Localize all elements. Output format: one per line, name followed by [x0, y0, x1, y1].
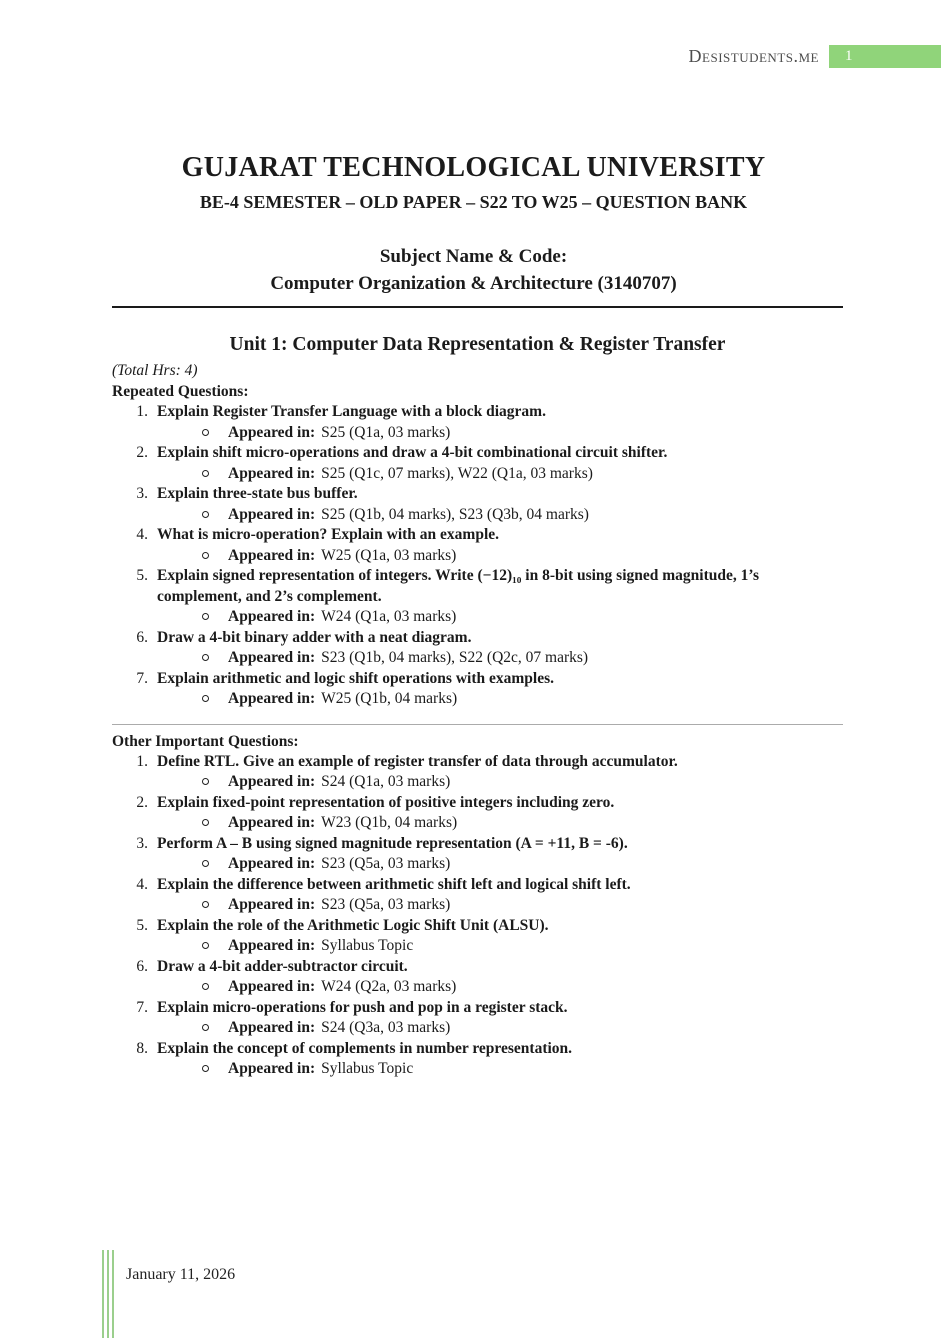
appeared-label: Appeared in:: [228, 1060, 316, 1077]
appeared-line: [202, 772, 843, 793]
appeared-line: [202, 689, 843, 710]
appeared-value: Syllabus Topic: [321, 937, 414, 954]
question-item: [112, 402, 843, 443]
appeared-value: S23 (Q5a, 03 marks): [321, 896, 451, 913]
appeared-line: [202, 464, 843, 485]
document-body: [0, 306, 947, 1080]
circle-bullet-icon: [202, 901, 209, 908]
question-number: 1.: [136, 752, 148, 770]
footer-bars-decoration: [102, 1250, 114, 1338]
question-number: 7.: [136, 669, 148, 687]
appeared-line: [202, 854, 843, 875]
question-number: 2.: [136, 793, 148, 811]
appeared-value: S25 (Q1b, 04 marks), S23 (Q3b, 04 marks): [321, 505, 589, 523]
appeared-label: Appeared in:: [228, 855, 316, 872]
question-item: [112, 566, 843, 628]
question-item: [112, 957, 843, 998]
green-bar: [107, 1250, 109, 1338]
page-header: [0, 0, 947, 68]
question-item: [112, 1039, 843, 1080]
university-title: GUJARAT TECHNOLOGICAL UNIVERSITY: [181, 152, 766, 183]
appeared-line: [202, 895, 843, 916]
question-number: 7.: [136, 998, 148, 1016]
circle-bullet-icon: [202, 860, 209, 867]
question-item: [112, 875, 843, 916]
section-divider: [112, 724, 843, 725]
appeared-value: S25 (Q1a, 03 marks): [321, 423, 451, 441]
footer-date: January 11, 2026: [126, 1266, 236, 1283]
circle-bullet-icon: [202, 1065, 209, 1072]
subject-label: Subject Name & Code:: [379, 246, 568, 267]
unit-title: Unit 1: Computer Data Representation & Register Transfer: [229, 334, 726, 355]
question-text: Define RTL. Give an example of register transfer of data through accumulator.: [157, 752, 678, 770]
section-heading-other: Other Important Questions:: [112, 732, 299, 750]
appeared-label: Appeared in:: [228, 608, 316, 625]
repeated-questions-list: [112, 402, 843, 710]
page-number-badge: 1: [829, 45, 941, 68]
appeared-label: Appeared in:: [228, 464, 316, 482]
question-text: Explain shift micro-operations and draw a 4-bit combinational circuit shifter.: [157, 444, 668, 461]
question-text: What is micro-operation? Explain with an example.: [157, 526, 500, 543]
question-item: [112, 998, 843, 1039]
appeared-line: [202, 423, 843, 444]
question-text: Explain arithmetic and logic shift operations with examples.: [157, 669, 554, 687]
appeared-line: [202, 607, 843, 628]
question-item: [112, 752, 843, 793]
appeared-line: [202, 1018, 843, 1039]
circle-bullet-icon: [202, 654, 209, 661]
appeared-line: [202, 505, 843, 526]
appeared-value: Syllabus Topic: [321, 1060, 414, 1077]
question-item: [112, 525, 843, 566]
question-text: Perform A – B using signed magnitude representation (A = +11, B = -6).: [157, 834, 628, 852]
appeared-label: Appeared in:: [228, 690, 316, 707]
header-rule: [112, 306, 843, 308]
question-number: 6.: [136, 957, 148, 975]
circle-bullet-icon: [202, 942, 209, 949]
appeared-label: Appeared in:: [228, 896, 316, 913]
question-number: 5.: [136, 916, 148, 934]
appeared-label: Appeared in:: [228, 773, 316, 790]
appeared-value: S25 (Q1c, 07 marks), W22 (Q1a, 03 marks): [321, 464, 593, 482]
appeared-value: S23 (Q1b, 04 marks), S22 (Q2c, 07 marks): [321, 649, 589, 666]
appeared-label: Appeared in:: [228, 1019, 316, 1036]
circle-bullet-icon: [202, 1024, 209, 1031]
question-number: 2.: [136, 444, 148, 461]
circle-bullet-icon: [202, 983, 209, 990]
green-bar: [112, 1250, 114, 1338]
question-text: Explain micro-operations for push and pop in a register stack.: [157, 998, 568, 1016]
appeared-value: W23 (Q1b, 04 marks): [321, 814, 458, 831]
appeared-label: Appeared in:: [228, 978, 316, 995]
subject-name: Computer Organization & Architecture (3140707): [270, 273, 677, 294]
question-text: Explain fixed-point representation of positive integers including zero.: [157, 793, 615, 811]
appeared-label: Appeared in:: [228, 649, 316, 666]
question-number: 5.: [136, 567, 148, 584]
appeared-line: [202, 813, 843, 834]
appeared-line: [202, 648, 843, 669]
appeared-label: Appeared in:: [228, 546, 316, 564]
question-text: Draw a 4-bit adder-subtractor circuit.: [157, 957, 408, 975]
appeared-line: [202, 546, 843, 567]
question-number: 6.: [136, 628, 148, 646]
circle-bullet-icon: [202, 695, 209, 702]
green-bar: [102, 1250, 104, 1338]
appeared-label: Appeared in:: [228, 814, 316, 831]
circle-bullet-icon: [202, 429, 209, 436]
appeared-line: [202, 936, 843, 957]
question-item: [112, 484, 843, 525]
question-text: Explain signed representation of integers. Write (−12)₁₀ in 8-bit using signed magnitude, 1’s complement, and 2’s complement.: [157, 567, 760, 605]
question-text: Explain three-state bus buffer.: [157, 485, 358, 502]
question-item: [112, 916, 843, 957]
question-text: Explain the difference between arithmetic shift left and logical shift left.: [157, 875, 631, 893]
total-hours: (Total Hrs: 4): [112, 362, 198, 379]
question-text: Draw a 4-bit binary adder with a neat diagram.: [157, 628, 472, 646]
question-number: 4.: [136, 526, 148, 543]
question-item: [112, 834, 843, 875]
question-text: Explain the concept of complements in number representation.: [157, 1039, 573, 1057]
question-item: [112, 669, 843, 710]
site-name: Desistudents.me: [688, 46, 819, 66]
circle-bullet-icon: [202, 470, 209, 477]
appeared-value: S24 (Q1a, 03 marks): [321, 773, 451, 790]
subject-block: [0, 243, 947, 297]
question-number: 4.: [136, 875, 148, 893]
appeared-value: S24 (Q3a, 03 marks): [321, 1019, 451, 1036]
question-number: 1.: [136, 403, 148, 420]
question-item: [112, 443, 843, 484]
section-heading-repeated: Repeated Questions:: [112, 383, 249, 400]
appeared-value: W24 (Q2a, 03 marks): [321, 978, 457, 995]
appeared-value: W25 (Q1b, 04 marks): [321, 690, 458, 707]
appeared-line: [202, 977, 843, 998]
question-number: 3.: [136, 485, 148, 502]
question-text: Explain Register Transfer Language with a block diagram.: [157, 403, 546, 420]
appeared-value: W25 (Q1a, 03 marks): [321, 546, 457, 564]
appeared-label: Appeared in:: [228, 505, 316, 523]
circle-bullet-icon: [202, 552, 209, 559]
question-number: 3.: [136, 834, 148, 852]
question-item: [112, 793, 843, 834]
appeared-label: Appeared in:: [228, 423, 316, 441]
circle-bullet-icon: [202, 819, 209, 826]
question-text: Explain the role of the Arithmetic Logic Shift Unit (ALSU).: [157, 916, 549, 934]
question-number: 8.: [136, 1039, 148, 1057]
circle-bullet-icon: [202, 778, 209, 785]
question-item: [112, 628, 843, 669]
circle-bullet-icon: [202, 613, 209, 620]
appeared-value: W24 (Q1a, 03 marks): [321, 608, 457, 625]
appeared-label: Appeared in:: [228, 937, 316, 954]
paper-subtitle: BE-4 SEMESTER – OLD PAPER – S22 TO W25 – QUESTION BANK: [199, 192, 748, 212]
other-questions-list: [112, 752, 843, 1080]
appeared-line: [202, 1059, 843, 1080]
appeared-value: S23 (Q5a, 03 marks): [321, 855, 451, 872]
circle-bullet-icon: [202, 511, 209, 518]
